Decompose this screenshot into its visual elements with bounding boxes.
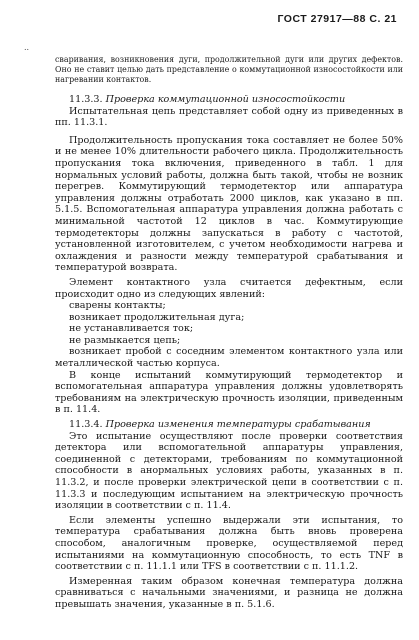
intro-paragraph bbox=[55, 55, 403, 85]
section-number: 11.3.4. bbox=[69, 419, 103, 431]
paragraph: Это испытание осуществляют после проверки соответствия детектора или вспомогательной аппаратуры управления, соединенной с детекторами, требованиям по коммутационной способности в анормальных условиях работы, указанных в п. 11.3.2, и после проверки электрической цепи в соответствии с п. 11.3.3 и последующим испытанием на электрическую прочность изоляции в соответствии с п. 11.4. bbox=[55, 430, 403, 512]
paragraph: В конце испытаний коммутирующий термодетектор и вспомогательная аппаратура управления должны удовлетворять требованиям на электрическую прочность изоляции, приведенным в п. 11.4. bbox=[55, 369, 403, 416]
list-item: возникает пробой с соседним элементом контактного узла или металлической частью корпуса. bbox=[55, 346, 403, 370]
paragraph: Продолжительность пропускания тока составляет не более 50% и не менее 10% длительности рабочего цикла. Продолжительность пропускания тока включения, приведенного в табл. 1 для нормальных условий работы, должна быть такой, чтобы не возник перегрев. Коммутирующий термодетектор или аппаратура управления должны отработать 2000 циклов, как указано в пп. 5.1.5. Вспомогательная аппаратура управления должна работать с минимальной частотой 12 циклов в час. Коммутирующие термодетекторы должны запускаться в работу с частотой, установленной изготовителем, с учетом необходимости нагрева и охлаждения и разности между температурой срабатывания и температурой возврата. bbox=[55, 134, 403, 274]
section-heading-11-3-3 bbox=[55, 94, 403, 106]
section-title: Проверка изменения температуры срабатывания bbox=[105, 419, 371, 431]
paragraph: Если элементы успешно выдержали эти испытания, то температура срабатывания должна быть вновь проверена способом, аналогичным проверке, осуществляемой перед испытаниями на коммутационную способность, то есть TNF в соответствии с п. 11.1.1 или TFS в соответствии с п. 11.1.2. bbox=[55, 514, 403, 573]
section-title: Проверка коммутационной износостойкости bbox=[105, 94, 346, 105]
paragraph: Измеренная таким образом конечная температура должна сравниваться с начальными значениями, и разница не должна превышать значения, указанные в п. 5.1.6. bbox=[55, 575, 403, 610]
intro-line-1: сваривания, возникновения дуги, продолжительной дуги или других дефектов. bbox=[55, 55, 403, 64]
section-number: 11.3.3. bbox=[69, 94, 103, 105]
section-heading-11-3-4 bbox=[55, 419, 403, 431]
paragraph: Элемент контактного узла считается дефектным, если происходит одно из следующих явлений: bbox=[55, 276, 403, 300]
list-item: не устанавливается ток; bbox=[69, 323, 194, 335]
intro-line-3: или нагревании контактов. bbox=[55, 65, 403, 84]
paragraph: Испытательная цепь представляет собой одну из приведенных в пп. 11.3.1. bbox=[55, 105, 403, 129]
margin-mark: .. bbox=[24, 43, 30, 52]
page-header: ГОСТ 27917—88 С. 21 bbox=[277, 13, 397, 25]
list-item: не размыкается цепь; bbox=[69, 334, 181, 346]
list-item: сварены контакты; bbox=[69, 300, 166, 312]
intro-line-2: Оно не ставит целью дать представление о коммутационной износостойкости bbox=[55, 65, 385, 74]
list-item: возникает продолжительная дуга; bbox=[69, 311, 245, 323]
document-body bbox=[55, 55, 403, 611]
